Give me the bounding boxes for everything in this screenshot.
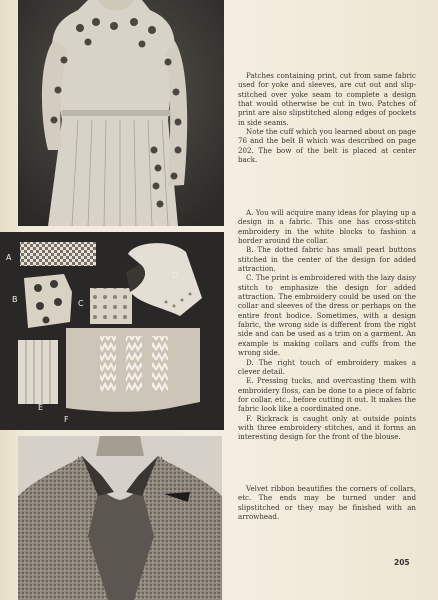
label-d: D [172, 271, 179, 280]
paragraph: Velvet ribbon beautifies the corners of collars, etc. The ends may be turned under and slipstitched or they may be finished with an arrowhead. [238, 484, 416, 522]
yoke-patches-text [238, 71, 416, 164]
fabric-samples-photo [0, 232, 224, 430]
paragraph: Patches containing print, cut from same fabric used for yoke and sleeves, are cut out and slip-stitched over yoke seam to complete a design that would otherwise be cut in two. Patches of print are also slipstitched along edges of pockets in side seams. [238, 71, 416, 127]
paragraph: E. Pressing tucks, and overcasting them with embroidery floss, can be done to a piece of fabric for collar, etc., before cutting it out. It makes the fabric look like a coordinated one. [238, 376, 416, 414]
dress-photo [18, 0, 224, 226]
paragraph: F. Rickrack is caught only at outside points with three embroidery stitches, and it forms an interesting design for the front of the blouse. [238, 413, 416, 442]
paragraph: Note the cuff which you learned about on page 76 and the belt B which was described on page 202. The bow of the belt is placed at center back. [238, 127, 416, 165]
fabric-ideas-text [238, 208, 416, 442]
paragraph: D. The right touch of embroidery makes a clever detail. [238, 357, 416, 376]
paragraph: C. The print is embroidered with the lazy daisy stitch to emphasize the design for added attraction. The embroidery could be used on the collar and sleeves of the dress or perhaps on the entire front bodice. Sometimes, with a design fabric, the wrong side is different from the right side and can be used as a trim on a garment. An example is making collars and cuffs from the wrong side. [238, 273, 416, 358]
label-e: E [38, 403, 44, 412]
collar-photo [18, 436, 222, 600]
label-b: B [12, 295, 18, 304]
label-c: C [78, 299, 84, 308]
paragraph: B. The dotted fabric has small pearl buttons stitched in the center of the design for added attraction. [238, 245, 416, 274]
label-a: A [6, 253, 12, 262]
page-number: 205 [394, 558, 410, 567]
paragraph: A. You will acquire many ideas for playing up a design in a fabric. This one has cross-stitch embroidery in the white blocks to fashion a border around the collar. [238, 208, 416, 246]
label-f: F [64, 415, 69, 424]
velvet-ribbon-text [238, 484, 416, 521]
